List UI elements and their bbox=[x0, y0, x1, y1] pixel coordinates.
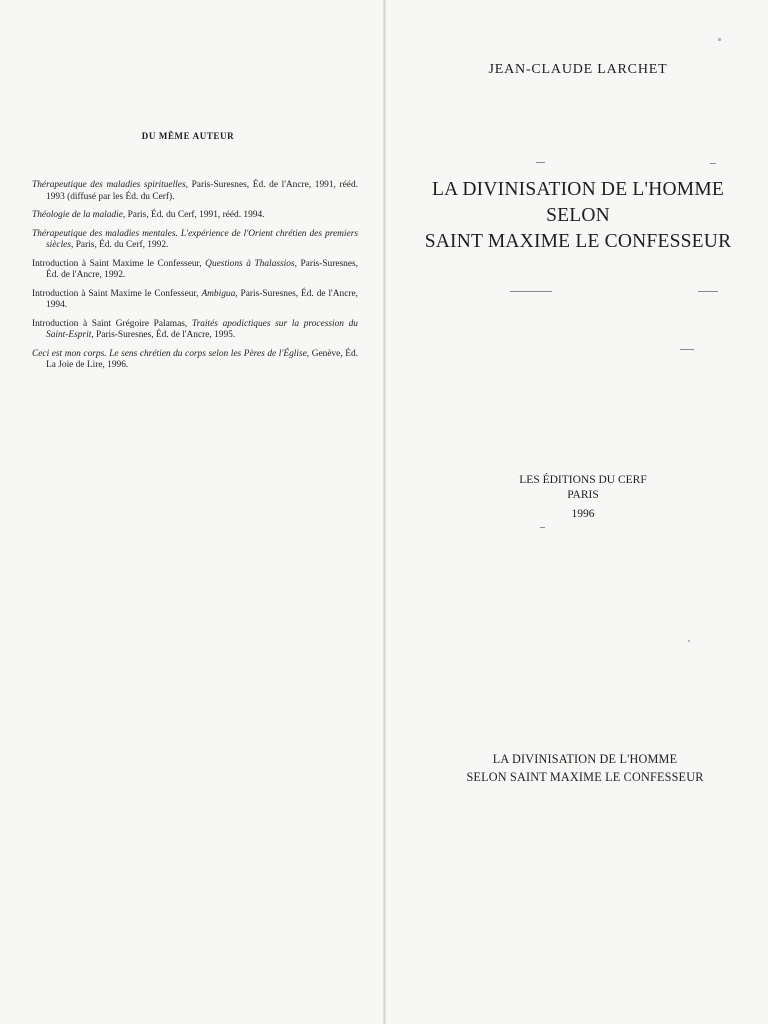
publisher-block bbox=[388, 473, 768, 522]
half-title-line: SELON SAINT MAXIME LE CONFESSEUR bbox=[466, 770, 704, 784]
scan-speck bbox=[718, 38, 721, 41]
bibliography-entry: Thérapeutique des maladies mentales. L'expérience de l'Orient chrétien des premiers siècles, Paris, Éd. du Cerf, 1992. bbox=[32, 228, 358, 250]
publisher-name: LES ÉDITIONS DU CERF bbox=[519, 474, 647, 486]
half-title-line: LA DIVINISATION DE L'HOMME bbox=[492, 752, 678, 766]
bibliography-entry: Introduction à Saint Maxime le Confesseur, Ambigua, Paris-Suresnes, Éd. de l'Ancre, 1994. bbox=[32, 288, 358, 310]
bibliography-heading: DU MÊME AUTEUR bbox=[141, 131, 235, 141]
bibliography-entry: Thérapeutique des maladies spirituelles, Paris-Suresnes, Éd. de l'Ancre, 1991, rééd. 1993 (diffusé par les Éd. du Cerf). bbox=[32, 180, 358, 202]
book-title bbox=[388, 177, 768, 255]
bibliography-entry: Introduction à Saint Maxime le Confesseur, Questions à Thalassios, Paris-Suresnes, Éd. de l'Ancre, 1992. bbox=[32, 258, 358, 280]
scan-speck bbox=[688, 640, 690, 642]
author-name: JEAN-CLAUDE LARCHET bbox=[488, 62, 668, 77]
bibliography-list bbox=[32, 180, 358, 379]
right-page bbox=[388, 0, 768, 1024]
scan-mark bbox=[680, 349, 694, 350]
title-rule bbox=[510, 291, 552, 292]
bibliography-entry: Introduction à Saint Grégoire Palamas, Traités apodictiques sur la procession du Saint-Esprit, Paris-Suresnes, Éd. de l'Ancre, 1995. bbox=[32, 318, 358, 340]
publication-city: PARIS bbox=[567, 489, 599, 501]
bibliography-entry: Ceci est mon corps. Le sens chrétien du corps selon les Pères de l'Église, Genève, Éd. La Joie de Lire, 1996. bbox=[32, 348, 359, 370]
title-line: SELON bbox=[546, 205, 610, 226]
half-title bbox=[388, 750, 768, 786]
bibliography-entry: Théologie de la maladie, Paris, Éd. du Cerf, 1991, rééd. 1994. bbox=[32, 210, 265, 220]
scan-mark bbox=[540, 527, 545, 528]
title-rule bbox=[698, 291, 718, 292]
publication-year: 1996 bbox=[571, 508, 595, 520]
scan-mark bbox=[710, 163, 716, 164]
book-gutter bbox=[383, 0, 386, 1024]
title-line: LA DIVINISATION DE L'HOMME bbox=[432, 179, 724, 200]
title-line: SAINT MAXIME LE CONFESSEUR bbox=[424, 231, 732, 252]
scan-mark bbox=[536, 162, 545, 163]
